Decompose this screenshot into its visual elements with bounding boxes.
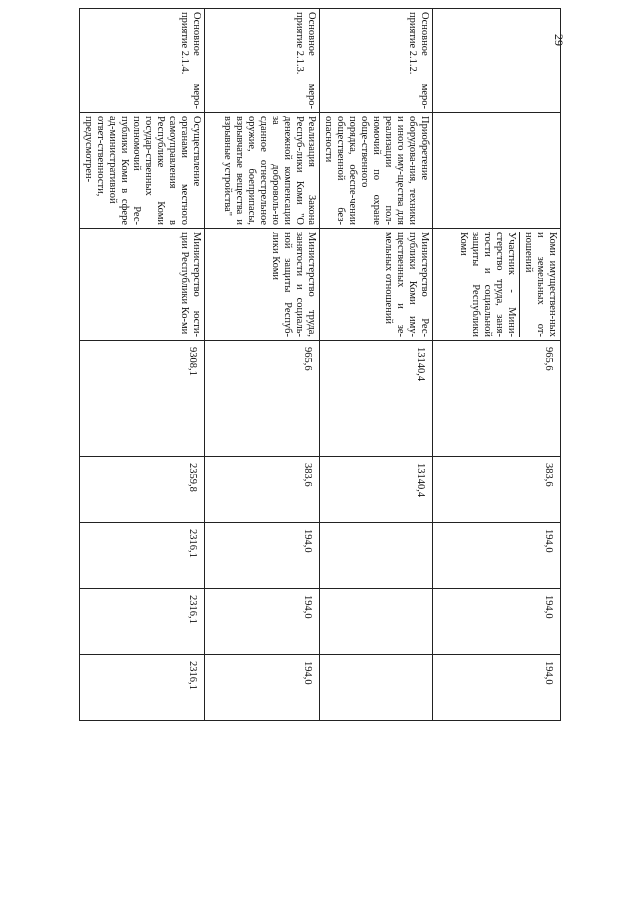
table-row [80,9,205,721]
executor-cell: Министерство юсти-ции Республики Ко-ми [80,229,205,341]
executor-cell: Министерство Рес-публики Коми иму-щественных и зе-мельных отношений [320,229,433,341]
value-cell: 2316,1 [80,655,205,721]
value-cell: 2316,1 [80,589,205,655]
table-row [320,9,433,721]
value-cell: 383,6 [205,457,320,523]
value-cell: 194,0 [205,589,320,655]
value-cell: 2359,8 [80,457,205,523]
value-cell: 13140,4 [320,457,433,523]
table-row [433,9,561,721]
program-measures-table [79,8,561,721]
executor-cell: Министерство труда, занятости и социаль-ной защиты Респуб-лики Коми [205,229,320,341]
value-cell [320,655,433,721]
value-cell: 965,6 [433,341,561,457]
executor-text: Участник - Мини-стерство труда, заня-тости и социальной защиты Республики Коми [455,232,520,337]
page-number: 29 [552,34,566,46]
value-cell: 13140,4 [320,341,433,457]
value-cell: 383,6 [433,457,561,523]
measure-cell: Основное меро-приятие 2.1.2. [320,9,433,113]
description-cell: Реализация Закона Респуб-лики Коми "О денежной компенсации за доброволь-но сданное огнестрельное оружие, боеприпасы, взрывчатые вещества и взрывные устройства" [205,113,320,229]
value-cell: 194,0 [205,523,320,589]
executor-stack [455,232,560,337]
description-cell: Осуществление органами местного самоуправления в Республике Коми государ-ственных полномочий Рес-публики Коми в сфере ад-министративной ответ-ственности, предусмотрен- [80,113,205,229]
value-cell: 9308,1 [80,341,205,457]
executor-text: Коми имуществен-ных и земельных от-ношений [523,232,558,337]
measure-cell [433,9,561,113]
value-cell [320,523,433,589]
description-cell: Приобретение оборудова-ния, техники и иного иму-щества для реализации пол-номочий по охране обще-ственного порядка, обеспе-чении общественной без-опасности [320,113,433,229]
value-cell: 194,0 [433,589,561,655]
description-cell [433,113,561,229]
value-cell: 194,0 [205,655,320,721]
value-cell: 2316,1 [80,523,205,589]
value-cell: 965,6 [205,341,320,457]
executor-cell [433,229,561,341]
measure-cell: Основное меро-приятие 2.1.3. [205,9,320,113]
value-cell: 194,0 [433,523,561,589]
value-cell [320,589,433,655]
table-row [205,9,320,721]
measure-cell: Основное меро-приятие 2.1.4. [80,9,205,113]
value-cell: 194,0 [433,655,561,721]
